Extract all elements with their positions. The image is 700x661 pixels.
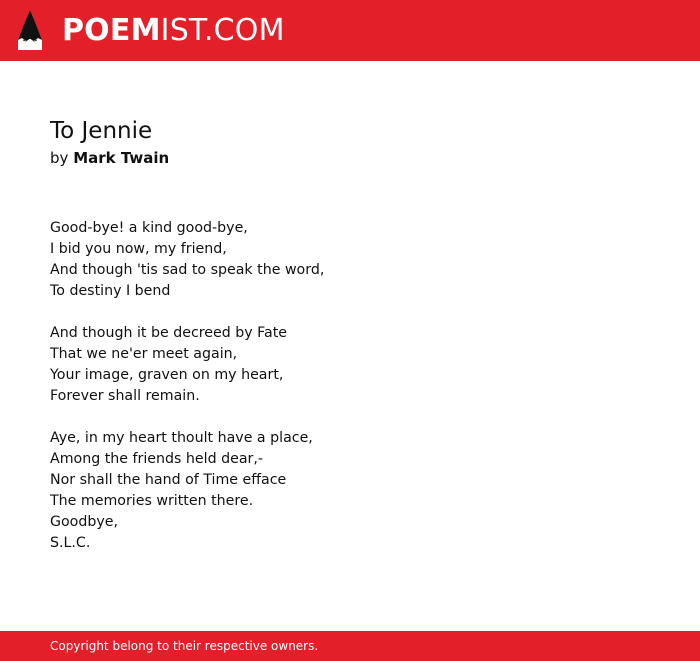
copyright-text: Copyright belong to their respective owners. [50, 639, 319, 653]
poem-line: And though it be decreed by Fate [50, 325, 287, 341]
author-name: Mark Twain [73, 149, 170, 167]
poem-line: Forever shall remain. [50, 388, 200, 404]
poem-line: Among the friends held dear,- [50, 451, 263, 467]
poem-title: To Jennie [50, 118, 153, 144]
stanza [50, 218, 650, 302]
poem-line: And though 'tis sad to speak the word, [50, 262, 325, 278]
poem-content [50, 116, 650, 575]
poem-line: That we ne'er meet again, [50, 346, 238, 362]
poem-body [50, 218, 650, 554]
poem-line: The memories written there. [50, 493, 254, 509]
pencil-tip-icon[interactable] [17, 9, 43, 51]
site-header [0, 0, 700, 61]
poem-byline [50, 148, 650, 169]
poem-line: I bid you now, my friend, [50, 241, 227, 257]
site-footer [0, 631, 700, 661]
by-label: by [50, 149, 69, 167]
poem-line: To destiny I bend [50, 283, 171, 299]
poem-line: S.L.C. [50, 535, 91, 551]
poem-line: Your image, graven on my heart, [50, 367, 284, 383]
stanza [50, 428, 650, 554]
poem-line: Goodbye, [50, 514, 119, 530]
poem-line: Nor shall the hand of Time efface [50, 472, 287, 488]
stanza [50, 323, 650, 407]
poem-line: Aye, in my heart thoult have a place, [50, 430, 313, 446]
brand-light-text: IST.COM [160, 13, 285, 48]
brand-bold-text: POEM [62, 13, 161, 48]
site-logo-text[interactable] [62, 12, 285, 50]
poem-line: Good-bye! a kind good-bye, [50, 220, 248, 236]
